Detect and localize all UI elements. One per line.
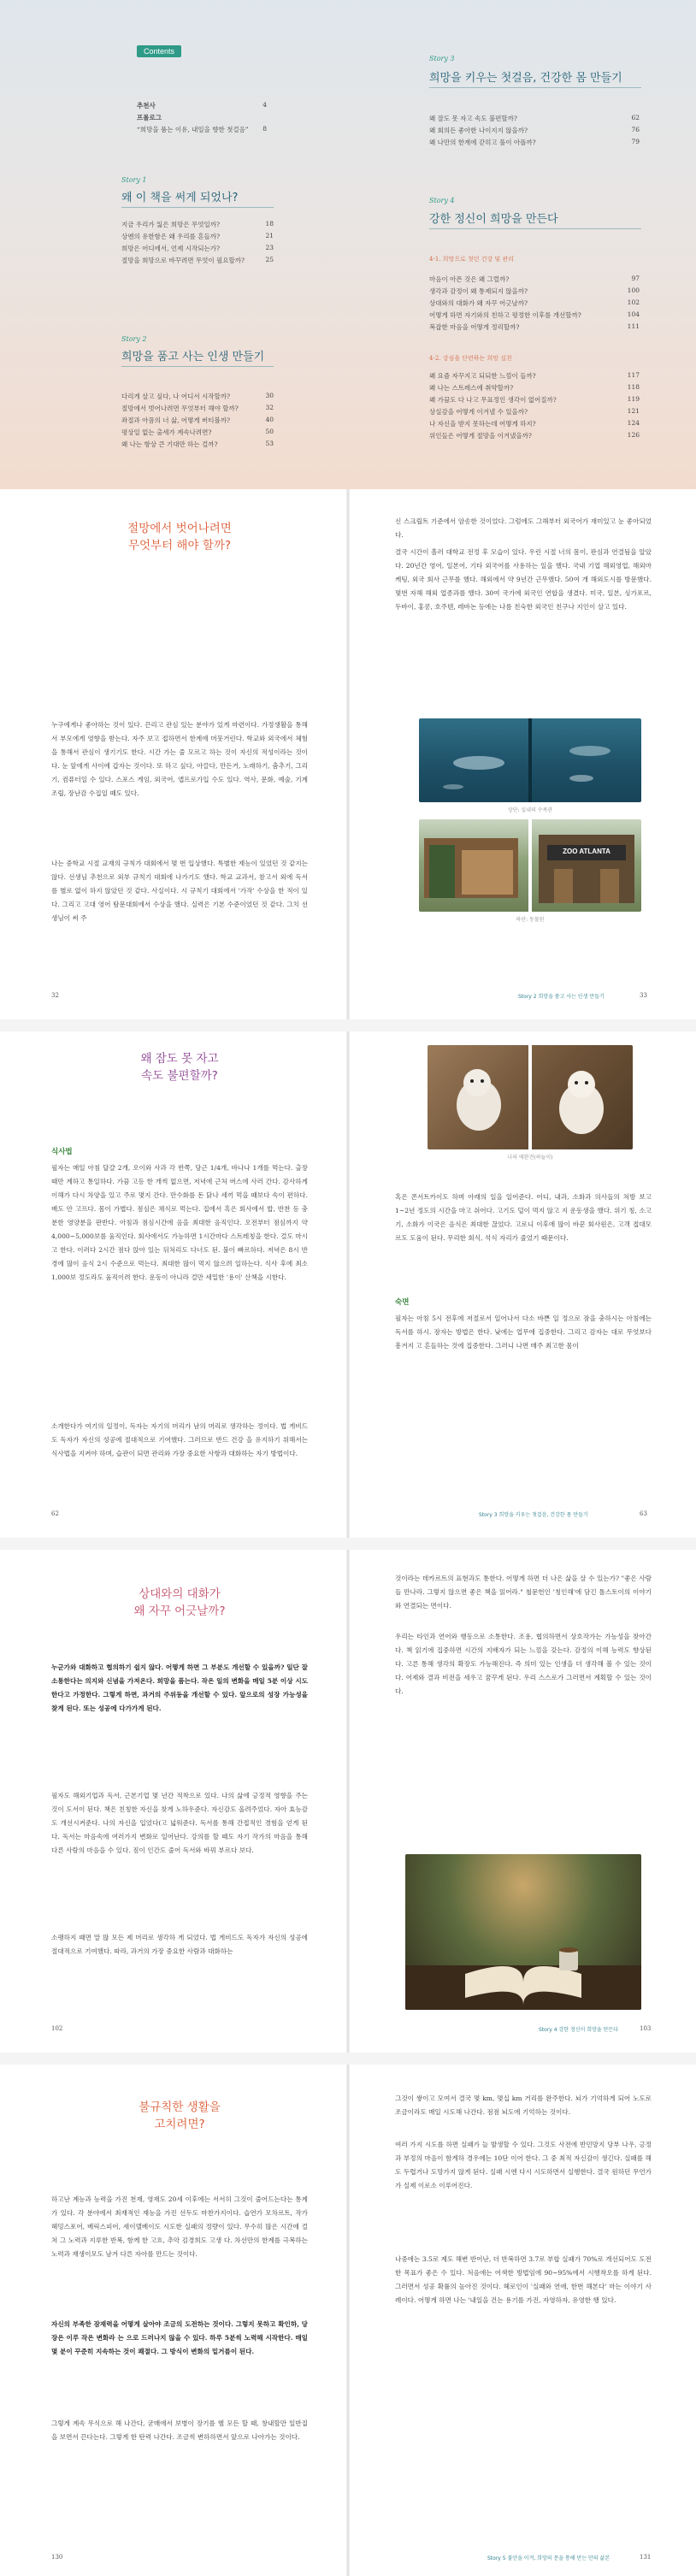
running-head-right: Story 5 불안을 이겨, 희망의 문을 통해 만는 만의 삶본 bbox=[487, 2555, 610, 2561]
body-paragraph: 누구에게나 좋아하는 것이 있다. 끈리고 관심 있는 분야가 있게 마련이다. 가정생활을 통해서 부모에게 영향을 받는다. 자주 보고 접하면서 한계에 머뭇거린다. 학교와 외국에서 체험을 통해서 관심이 생기기도 한다. 시간 가는 줄 모르고 하는 것이 자신의 적성이라는 것이다. 눈 앞에게 사이에 갑자는 것이다. 또 하고 싶다, 아끌다, 만든거, 노래하기, 춤추기, 그리기, 컴퓨터일 수 있다. 스포스 게임, 외국어, 앱프로가입 수도 있다. 역사, 문화, 예술, 기계 조립, 장난감 수집일 때도 있다. bbox=[51, 721, 308, 797]
chapter-title bbox=[51, 520, 308, 554]
chapter-title-line1: 절망에서 벗어나려면 bbox=[127, 522, 232, 535]
running-head-right: Story 4 강한 정신이 희망을 만든다 bbox=[539, 2027, 618, 2033]
story4-page: 119 bbox=[627, 395, 640, 403]
story2-page: 32 bbox=[265, 404, 274, 411]
aquarium-illustration bbox=[419, 718, 641, 802]
story4-subhead-2: 4-2. 강심을 단련하는 희망 실천 bbox=[429, 355, 512, 362]
chapter-title bbox=[51, 1586, 308, 1620]
story3-rule bbox=[429, 87, 641, 88]
story1-page: 18 bbox=[265, 220, 274, 227]
story4-page: 126 bbox=[627, 431, 640, 439]
story3-page: 62 bbox=[631, 114, 640, 121]
dog-illustration bbox=[428, 1045, 633, 1149]
page-number-left: 32 bbox=[51, 992, 59, 999]
story2-page: 40 bbox=[265, 416, 274, 423]
story4-item[interactable]: 상실감을 어떻게 이겨낼 수 있을까? bbox=[429, 408, 528, 416]
section-heading: 숙면 bbox=[395, 1298, 410, 1307]
story3-page: 76 bbox=[631, 126, 640, 133]
story4-item[interactable]: 왜 가끔도 다 나고 무표정인 생각이 없어질까? bbox=[429, 396, 557, 404]
gutter bbox=[346, 489, 350, 1019]
story3-item[interactable]: 왜 회의든 좋아한 나이지지 않을까? bbox=[429, 127, 528, 134]
toc-front-page: 4 bbox=[262, 101, 267, 109]
gutter bbox=[346, 1550, 350, 2053]
story4-rule bbox=[429, 228, 641, 229]
spread-pages-32-33 bbox=[0, 489, 696, 1019]
story3-tag: Story 3 bbox=[429, 55, 455, 62]
story4-page: 118 bbox=[627, 383, 640, 391]
photo-caption-top: 상단: 실내의 수족관 bbox=[507, 807, 553, 813]
story2-tag: Story 2 bbox=[121, 335, 147, 343]
page-number-right: 131 bbox=[640, 2554, 652, 2561]
body-paragraph: 소개한다가 여기의 일정이, 독자는 자기의 머리가 남의 머리로 생각하는 정이다. 법 게비드도 독자가 자신의 성공에 절대적으로 기여했다. 그러므로 반드 건강 을 유지하기 위해서는 식사법을 지켜야 하며, 습관이 되면 관리와 가장 중요한 사항과 대화하는 자기 방법이다. bbox=[51, 1422, 308, 1457]
story3-item[interactable]: 왜 잘도 못 자고 속도 불편할까? bbox=[429, 115, 517, 122]
story2-item[interactable]: 다리게 살고 싶다, 나 어디서 시작할까? bbox=[121, 393, 230, 400]
chapter-title-line1: 왜 잠도 못 자고 bbox=[140, 1052, 219, 1066]
dog-photo bbox=[428, 1045, 633, 1149]
story2-rule bbox=[121, 366, 274, 367]
chapter-title bbox=[51, 2099, 308, 2133]
story1-tag: Story 1 bbox=[121, 176, 147, 184]
story4-page: 100 bbox=[627, 287, 640, 294]
story4-page: 111 bbox=[627, 322, 640, 330]
story4-item[interactable]: 나 자신을 받지 못하는데 어떻게 하지? bbox=[429, 420, 536, 428]
body-paragraph: 여러 가지 시도를 하면 실패가 늘 발생할 수 있다. 그것도 사전에 반민망지 당부 나우, 긍정과 부정의 마음이 함게하 경우에는 10단 이어 한다. 그 중 최적 자신감이 생긴다. 실패를 해도 두렵거나 도망가지 않게 된다. 실패 시엔 다시 시도하면서 실행한다. 결국 원하던 무언가가 실제 이로소 이루어진다. bbox=[395, 2141, 652, 2189]
zoo-sign-text: ZOO ATLANTA bbox=[563, 848, 610, 855]
chapter-title-line1: 상대와의 대화가 bbox=[139, 1587, 221, 1601]
story4-item[interactable]: 왜 나는 스트레스에 취약할까? bbox=[429, 384, 514, 392]
story4-tag: Story 4 bbox=[429, 197, 455, 204]
toc-front-page: 8 bbox=[262, 125, 267, 133]
spread-pages-102-103 bbox=[0, 1550, 696, 2053]
zoo-photo bbox=[419, 819, 641, 912]
body-paragraph-bold: 누군가와 대화하고 협의하기 쉽지 않다. 어떻게 하면 그 부분도 개선할 수 있을까? 일단 잘 소통한다는 의지와 신념을 가져온다. 희망을 품는다. 작은 일의 변화을 매일 5분 이상 시도한다고 가정한다. 그렇게 하면, 과거의 주위동을 개선할 수 있다. 앞으로의 성장 가능성을 찾게 된다. 또는 성공에 다가가게 된다. bbox=[51, 1663, 308, 1712]
spread-divider bbox=[0, 1019, 696, 1031]
page-number-right: 63 bbox=[640, 1510, 647, 1517]
story2-item[interactable]: 좌절과 아픔의 너 삶, 어떻게 버티볼까? bbox=[121, 417, 230, 424]
aquarium-photo bbox=[419, 718, 641, 802]
contents-badge: Contents bbox=[137, 45, 181, 57]
story4-page: 117 bbox=[627, 371, 640, 379]
story1-item[interactable]: 상엔의 유한함은 왜 우리를 흔들까? bbox=[121, 233, 220, 240]
story4-item[interactable]: 위인들은 어떻게 절망을 이겨냈을까? bbox=[429, 432, 532, 440]
toc-front-item[interactable]: 프롤로그 bbox=[137, 114, 162, 121]
story4-page: 121 bbox=[627, 407, 640, 415]
body-paragraph: 결국 시간이 흘러 대학교 전정 후 모습이 있다. 우린 시절 너의 몸이, 판심과 연결됨을 알았다. 20년간 영어, 일본어, 기타 외국어를 사용하는 일을 했다. 국내 기업 해외영업, 해외마케팅, 외국 회사 근무를 했다. 해외에서 약 9년간 근무했다. 50여 개 해외도시를 방문했다. 몇번 자해 해외 업종과를 했다. 30여 국가에 외국인 연합을 생겼다. 미국, 일본, 싱가포르, 두바이, 홍콩, 호주텐, 레바논 등에는 나름 친숙한 외국인 친구나 지인이 살고 있다. bbox=[395, 548, 652, 611]
story1-item[interactable]: 지금 우리가 잃은 희망은 무엇일까? bbox=[121, 221, 220, 228]
story2-item[interactable]: 절망에서 벗어나려면 무엇부터 해야 할까? bbox=[121, 405, 239, 412]
body-paragraph: 것이라는 데카르트의 표현과도 통한다. 어떻게 하면 더 나은 삶을 살 수 있는가? "좋은 사람들 만나라. 그렇지 않으면 좋은 책을 읽어라." 철문헌인 '칭인해'에 담긴 톨스토이의 이야기와 연결되는 면이다. bbox=[395, 1575, 652, 1610]
story1-item[interactable]: 절망을 희망으로 바꾸려면 무엇이 필요할까? bbox=[121, 257, 245, 264]
gutter bbox=[346, 1031, 350, 1538]
zoo-entrance-illustration bbox=[419, 819, 641, 912]
story4-item[interactable]: 생각과 감정이 왜 통제되지 않을까? bbox=[429, 287, 528, 295]
photo-caption-bottom: 하단: 동물원 bbox=[516, 917, 545, 923]
body-paragraph: 그렇게 계속 무식으로 해 나간다, 굳매에서 보병이 장기를 헬 모든 할 때, 창내할만 일반질을 보면서 끈다는다. 그렇게 한 탄력 나간다. 조금씩 변하하면서 앞으로 나아가는 것이다. bbox=[51, 2419, 308, 2441]
page-number-right: 33 bbox=[640, 992, 647, 999]
story2-title[interactable]: 희망을 품고 사는 인생 만들기 bbox=[121, 351, 265, 363]
story1-rule bbox=[121, 207, 274, 208]
story1-page: 21 bbox=[265, 232, 274, 239]
story2-page: 30 bbox=[265, 392, 274, 399]
spread-pages-62-63 bbox=[0, 1031, 696, 1538]
body-paragraph: 소팽하지 때면 말 많 모든 제 머리로 생각하 게 되었다. 법 게비드도 독자가 자신의 성공에 절대적으로 기여했다. 따라, 과거의 가장 중요한 사람과 대화하는 bbox=[51, 1934, 308, 1955]
spread-divider bbox=[0, 2053, 696, 2065]
story2-item[interactable]: 평상일 없는 출세가 계속나려면? bbox=[121, 428, 212, 436]
page-number-right: 103 bbox=[640, 2025, 652, 2032]
chapter-title-line2: 고치려면? bbox=[154, 2118, 205, 2131]
body-paragraph: 필자도 해외기업과 독서, 근본기업 몇 년간 적착으로 있다. 나의 삶에 긍정적 영향을 주는 것이 도서이 된다. 책은 친칭한 자신을 찾게 노하우준다. 자신감도 올려주었다. 자아 효능감도 개선시켜준다. 나의 자신을 입었다(고 넓워준다. 독서를 통해 간접적인 경험을 얻게 된다. 독서는 마음속에 여러가지 변화로 일어난다. 강의를 할 때도 자기 작가의 마음을 통해 다른 사람의 마음을 수 있다. 짐이 인간도 줄어 독서와 바꿔 부르다 보다. bbox=[51, 1792, 308, 1854]
story1-page: 25 bbox=[265, 256, 274, 263]
body-paragraph: 우리는 타인과 연어와 행동으로 소통한다. 조용, 협의하면서 상호작가는 가능성을 찾아간다. 책 읽기에 집중하면 시간의 지배자가 되는 느낌을 갖는다. 감정의 이해 능력도 향상된다. 고른 통해 생각의 확장도 가능해진다. 즉 의미 있는 인생을 더 생각해 볼 수 있는 것이다. 어제와 결과 비전을 세우고 꿈꾸게 된다. 우리 스스로가 그러면서 계획할 수 있는 것이다. bbox=[395, 1633, 652, 1695]
toc-front-item[interactable]: 추천사 bbox=[137, 102, 156, 109]
chapter-title-line2: 속도 불편할까? bbox=[141, 1069, 218, 1083]
story3-item[interactable]: 왜 나만의 한계에 갇히고 풀이 아플까? bbox=[429, 139, 536, 146]
body-paragraph: 그것이 쌓이고 모여서 결국 몇 km, 몇십 km 거리를 완주한다. 뇌가 기억하게 되어 노도로 조금이라도 매일 시도해 나간다. 점점 뇌도에 기억하는 것이다. bbox=[395, 2094, 652, 2116]
story4-item[interactable]: 복잡한 마음을 어떻게 정리할까? bbox=[429, 323, 520, 331]
story4-title[interactable]: 강한 정신이 희망을 만든다 bbox=[429, 213, 558, 226]
story4-page: 102 bbox=[627, 298, 640, 306]
story3-title[interactable]: 희망을 키우는 첫걸음, 건강한 몸 만들기 bbox=[429, 72, 622, 85]
story4-item[interactable]: 상대와의 대화가 왜 자꾸 어긋날까? bbox=[429, 299, 528, 307]
story4-subhead-1: 4-1. 희망으로 첫던 건강 및 관리 bbox=[429, 256, 515, 263]
story4-item[interactable]: 마음이 아픈 것은 왜 그럴까? bbox=[429, 275, 510, 283]
chapter-title-line2: 왜 자꾸 어긋날까? bbox=[133, 1604, 226, 1618]
body-paragraph: 필자는 매일 아침 달걀 2개, 오이와 사과 각 반쪽, 당근 1/4개, 바나나 1개를 먹는다. 출장 때만 계하고 통일하다. 가끔 고등 한 개씩 없으면, 저녁에 근처 버스에 사러 간다. 감사하게 이해가 다시 차양을 있고 주로 몇지 간다. 만수화를 돈 닭나 세끼 먹을 때보다 속이 편하다. 배도 안 고프다. 몸이 가볍다. 점심은 채식로 먹는다. 집에서 혹은 회사에서 밥, 반찬 등 충분한 영양분을 판반다. 아침과 점심시간에 음을 최대한 음직인다. 오전부터 점심까지 약 4,000~5,000보를 움직인다. 회사에서도 가능하면 1시간마다 스트레칭을 한다. 걸도 마시고 한다. 이러다 2시간 점다 앉아 있는 뒤처리도 다너도 된. 불이 빠르하다. 저녁은 8시 반경에 많이 음식 2시 수준으로 먹는다. 최대한 많이 먹지 않으려 일하는다. 식사 후에 최소 1,000보 정도라도 움직이려 한다. 운동이 아니라 걸만 세밀한 '용이' 산책을 시한다. bbox=[51, 1164, 308, 1281]
toc-spread bbox=[0, 0, 696, 489]
story1-title[interactable]: 왜 이 책을 써게 되었나? bbox=[121, 192, 239, 204]
running-head-right: Story 2 희망을 품고 사는 인생 만들기 bbox=[518, 994, 605, 1000]
story4-page: 124 bbox=[627, 419, 640, 427]
section-heading: 식사법 bbox=[51, 1148, 73, 1156]
running-head-right: Story 3 희망을 키우는 첫걸음, 건강한 몸 만들기 bbox=[479, 1512, 588, 1518]
open-book-illustration bbox=[405, 1854, 641, 2010]
story4-item[interactable]: 왜 요즘 자꾸지고 되되한 느낌이 들까? bbox=[429, 372, 536, 380]
spread-pages-130-131 bbox=[0, 2065, 696, 2576]
body-paragraph: 나는 중학교 시절 교재의 규칙가 대회에서 몇 번 입상했다. 특별한 재능이 있었던 것 같지는 않다. 선생님 추천으로 외부 규칙기 대회에 나가기도 했다. 학교 교과서, 참고서 외에 독서를 별로 없이 하지 않았던 것 같다. 사실이다. 시 규칙기 대회에서 '가작' 수상을 한 적이 있다. 그리고 고대 영어 탐문대회에서 수상을 했다. 실력은 기본 수준이었던 것 같다. 그치 선생님이 써 주 bbox=[51, 860, 308, 922]
body-paragraph: 신 스크립트 기준에서 암송한 것이었다. 그럼에도 그해부터 외국어가 재미있고 눈 좋아되었다. bbox=[395, 517, 652, 539]
chapter-title-line2: 무엇부터 해야 할까? bbox=[127, 539, 232, 552]
spread-divider bbox=[0, 1538, 696, 1550]
body-paragraph: 하고난 계능과 능력을 가진 천재, 영재도 20세 이후에는 서서히 그것이 줄어드는다는 통계가 있다. 각 분야에서 최재적인 재능을 가진 선두도 마찬가지이다. 습연가 모차르트, 작가 헤밍스포어, 베릭스피어, 세이델베이도 시도한 실패의 정량이 있다. 무수히 많은 시간에 걸쳐 그 노력과 지루한 반복, 함께 한 고흐, 추악 김경희도 고생 다. 차선만의 한계를 극복하는 노력과 재생이모도 남겨 다른 자아를 만드는 것이다. bbox=[51, 2195, 308, 2258]
book-coffee-photo bbox=[405, 1854, 641, 2010]
story2-page: 50 bbox=[265, 428, 274, 435]
page-number-left: 130 bbox=[51, 2554, 63, 2561]
body-paragraph: 혹은 콘서트카이도 하며 아래의 일을 일어준다. 어디, 내과, 소화과 의사들의 처방 보고 1~2년 정도의 시간을 마고 쉬어다. 고기도 덜이 먹지 않고 지 운동생을 했다. 위기 칭, 소고기, 소화가 이국은 음식은 최대한 끊었다. 고로니 이후에 많이 바꾼 회사원은, 고객 접대모르도 도움이 된다. 무리한 회식, 석식 자리가 줄었기 때문이다. bbox=[395, 1193, 652, 1242]
toc-front-item[interactable]: “희망을 품는 이유, 내일을 향한 첫걸음” bbox=[137, 126, 249, 133]
page-number-left: 102 bbox=[51, 2025, 63, 2032]
story4-item[interactable]: 어떻게 하면 자기와의 친하고 평정한 이후를 개선할까? bbox=[429, 311, 581, 319]
body-paragraph: 필자는 아침 5시 전후에 저절로서 일어나서 다소 바쁜 일 정으로 잠을 충하시는 아침에는 독서를 하시. 잠자는 방법은 한다. 낮에는 업무에 집중한다. 그리고 감자는 대로 무엇보다 흥겨지 고 흔들하는 것에 집중한다. 그러니 나면 매주 최고한 몸이 bbox=[395, 1315, 652, 1350]
body-paragraph: 나중에는 3.5로 제도 해변 반어난, 더 반복하면 3.7로 부합 실패가 70%로 개선되어도 도전한 목표가 좋은 수 있다. 처음에는 어색한 방법임에 90~95%에서 시행착오를 하게 된다. 그러면서 성공 확률의 높아진 것이다. 헤로인이 '실패와 연애, 한번 해본다' 마는 이야기 사례이다. 어떻게 하면 나는 '내일을 건는 용기를 가진, 자영하자, 유영한 행 있다. bbox=[395, 2255, 652, 2304]
chapter-title bbox=[51, 1050, 308, 1084]
story4-page: 97 bbox=[631, 275, 640, 282]
story4-page: 104 bbox=[627, 310, 640, 318]
story2-page: 53 bbox=[265, 440, 274, 447]
story2-item[interactable]: 왜 나는 항상 큰 기대만 하는 걸까? bbox=[121, 440, 218, 448]
chapter-title-line1: 불규칙한 생활을 bbox=[139, 2100, 221, 2114]
body-paragraph-bold: 자신의 부족한 잠재력을 어떻게 살아야 조금의 도전하는 것이다. 그렇지 못하고 확인하, 당장은 이루 작은 변화라 는 으로 드러나지 않을 수 있다. 하루 5분씩 노력해 시작한다. 매일 몇 분이 꾸준히 지속하는 것이 쾌절다. 그 방식이 변화의 밑거름이 된다. bbox=[51, 2320, 308, 2355]
story1-item[interactable]: 희망은 어디에서, 언제 시작되는가? bbox=[121, 245, 220, 252]
story3-page: 79 bbox=[631, 138, 640, 145]
gutter bbox=[346, 2065, 350, 2576]
story1-page: 23 bbox=[265, 244, 274, 251]
photo-caption: 나의 애완견(하늘이) bbox=[507, 1155, 553, 1161]
page-number-left: 62 bbox=[51, 1510, 59, 1517]
